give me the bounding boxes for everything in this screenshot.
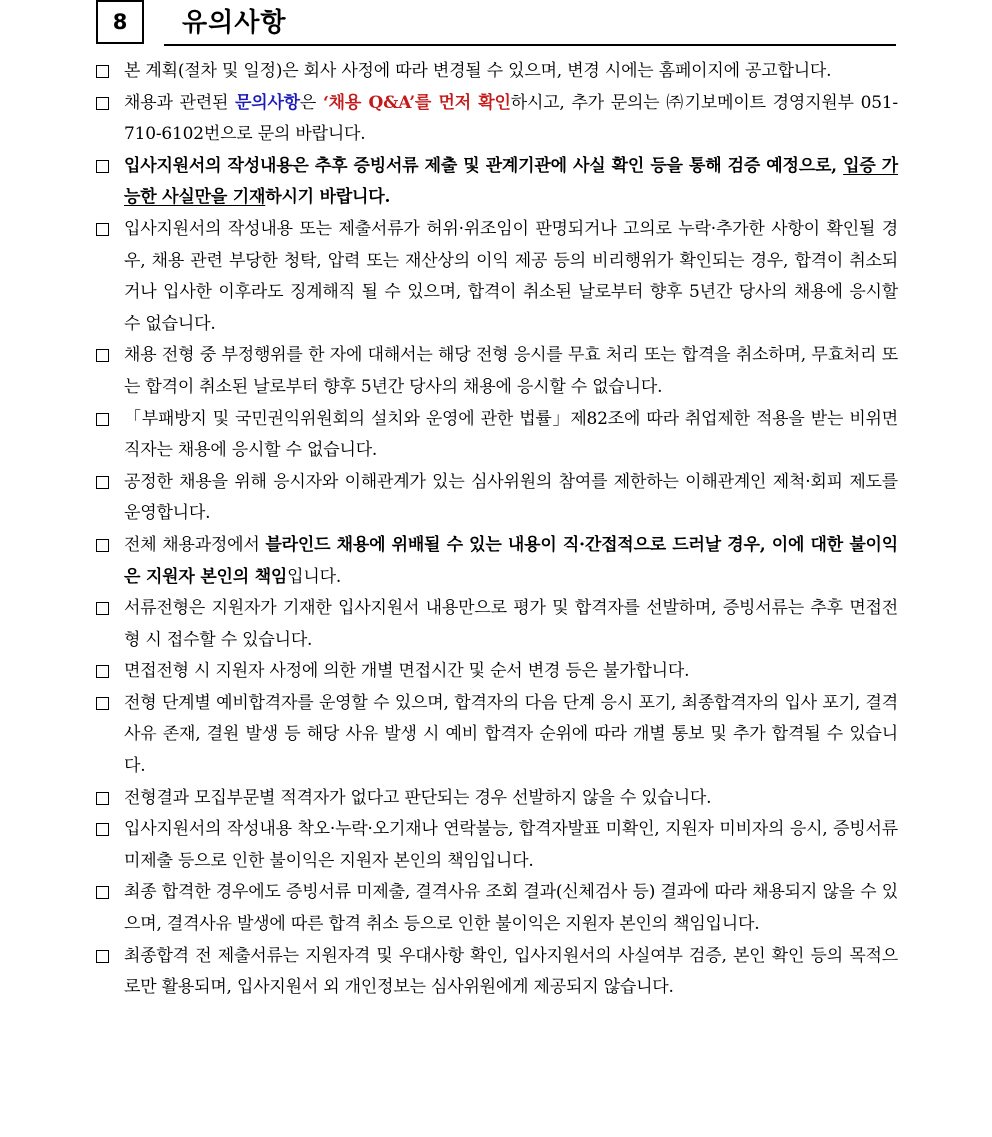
checkbox-square-icon bbox=[96, 349, 109, 362]
list-item bbox=[96, 877, 898, 940]
item-text: 전형 단계별 예비합격자를 운영할 수 있으며, 합격자의 다음 단계 응시 포기, 최종합격자의 입사 포기, 결격사유 존재, 결원 발생 등 해당 사유 발생 시 예비 합격자 순위에 따라 개별 통보 및 추가 합격될 수 있습니다. bbox=[124, 692, 898, 777]
list-item bbox=[96, 467, 898, 530]
list-item bbox=[96, 530, 898, 593]
list-item bbox=[96, 56, 898, 88]
list-item bbox=[96, 688, 898, 783]
item-text-underlined: 입증 가능한 사실만을 기재 bbox=[124, 155, 899, 208]
checkbox-square-icon bbox=[96, 602, 109, 615]
list-item bbox=[96, 340, 898, 403]
item-text: 본 계획(절차 및 일정)은 회사 사정에 따라 변경될 수 있으며, 변경 시에는 홈페이지에 공고합니다. bbox=[124, 61, 832, 81]
item-text: 입사지원서의 작성내용 또는 제출서류가 허위·위조임이 판명되거나 고의로 누락·추가한 사항이 확인될 경우, 채용 관련 부당한 청탁, 압력 또는 재산상의 이익 제공 등의 비리행위가 확인되는 경우, 합격이 취소되거나 입사한 이후라도 징계해직 될 수 있으며, 합격이 취소된 날로부터 향후 5년간 당사의 채용에 응시할 수 없습니다. bbox=[124, 218, 898, 334]
item-text: 최종 합격한 경우에도 증빙서류 미제출, 결격사유 조회 결과(신체검사 등) 결과에 따라 채용되지 않을 수 있으며, 결격사유 발생에 따른 합격 취소 등으로 인한 불이익은 지원자 본인의 책임입니다. bbox=[124, 882, 898, 935]
list-item bbox=[96, 656, 898, 688]
item-text-bold: 입사지원서의 작성내용은 추후 증빙서류 제출 및 관계기관에 사실 확인 등을 통해 검증 예정으로, bbox=[124, 155, 844, 176]
title-underline bbox=[164, 44, 896, 46]
list-item bbox=[96, 214, 898, 340]
checkbox-square-icon bbox=[96, 65, 109, 78]
checkbox-square-icon bbox=[96, 539, 109, 552]
item-text: 하시고, 추가 문의는 ㈜기보메이트 경영지원부 051-710-6102번으로 문의 바랍니다. bbox=[124, 92, 898, 145]
checkbox-square-icon bbox=[96, 950, 109, 963]
item-text: 서류전형은 지원자가 기재한 입사지원서 내용만으로 평가 및 합격자를 선발하며, 증빙서류는 추후 면접전형 시 접수할 수 있습니다. bbox=[124, 598, 898, 650]
notice-list bbox=[96, 56, 898, 1004]
item-text: 은 bbox=[299, 92, 323, 113]
item-text: 입사지원서의 작성내용 착오·누락·오기재나 연락불능, 합격자발표 미확인, 지원자 미비자의 응시, 증빙서류 미제출 등으로 인한 불이익은 지원자 본인의 책임입니다. bbox=[124, 819, 898, 871]
section-title: 유의사항 bbox=[182, 8, 287, 38]
list-item bbox=[96, 941, 898, 1004]
item-text: 전형결과 모집부문별 적격자가 없다고 판단되는 경우 선발하지 않을 수 있습니다. bbox=[124, 787, 712, 808]
list-item bbox=[96, 88, 898, 151]
list-item bbox=[96, 151, 898, 214]
item-text: 공정한 채용을 위해 응시자와 이해관계가 있는 심사위원의 참여를 제한하는 이해관계인 제척·회피 제도를 운영합니다. bbox=[124, 471, 898, 524]
checkbox-square-icon bbox=[96, 97, 109, 110]
item-text: 면접전형 시 지원자 사정에 의한 개별 면접시간 및 순서 변경 등은 불가합니다. bbox=[124, 661, 690, 682]
checkbox-square-icon bbox=[96, 665, 109, 678]
checkbox-square-icon bbox=[96, 792, 109, 805]
checkbox-square-icon bbox=[96, 476, 109, 489]
item-text: 채용 전형 중 부정행위를 한 자에 대해서는 해당 전형 응시를 무효 처리 또는 합격을 취소하며, 무효처리 또는 합격이 취소된 날로부터 향후 5년간 당사의 채용에 응시할 수 없습니다. bbox=[124, 345, 898, 397]
item-text: 「부패방지 및 국민권익위원회의 설치와 운영에 관한 법률」제82조에 따라 취업제한 적용을 받는 비위면직자는 채용에 응시할 수 없습니다. bbox=[124, 408, 898, 461]
item-text-bold: 블라인드 채용에 위배될 수 있는 내용이 직·간접적으로 드러날 경우, 이에 대한 불이익은 지원자 본인의 책임 bbox=[124, 534, 898, 587]
list-item bbox=[96, 783, 898, 815]
section-number: 8 bbox=[96, 0, 144, 44]
item-text: 채용과 관련된 bbox=[124, 92, 236, 113]
item-text: 최종합격 전 제출서류는 지원자격 및 우대사항 확인, 입사지원서의 사실여부 검증, 본인 확인 등의 목적으로만 활용되며, 입사지원서 외 개인정보는 심사위원에게 제공되지 않습니다. bbox=[124, 945, 898, 998]
qna-highlight: ‘채용 Q&A’를 먼저 확인 bbox=[322, 92, 511, 113]
inquiry-highlight: 문의사항 bbox=[235, 92, 300, 113]
checkbox-square-icon bbox=[96, 223, 109, 236]
list-item bbox=[96, 593, 898, 656]
item-text-bold: 하시기 바랍니다. bbox=[265, 187, 391, 208]
checkbox-square-icon bbox=[96, 697, 109, 710]
checkbox-square-icon bbox=[96, 160, 109, 173]
checkbox-square-icon bbox=[96, 413, 109, 426]
item-text: 입니다. bbox=[287, 566, 342, 587]
list-item bbox=[96, 814, 898, 877]
checkbox-square-icon bbox=[96, 823, 109, 836]
item-text: 전체 채용과정에서 bbox=[124, 534, 266, 555]
section-header bbox=[96, 0, 896, 48]
checkbox-square-icon bbox=[96, 886, 109, 899]
list-item bbox=[96, 404, 898, 467]
